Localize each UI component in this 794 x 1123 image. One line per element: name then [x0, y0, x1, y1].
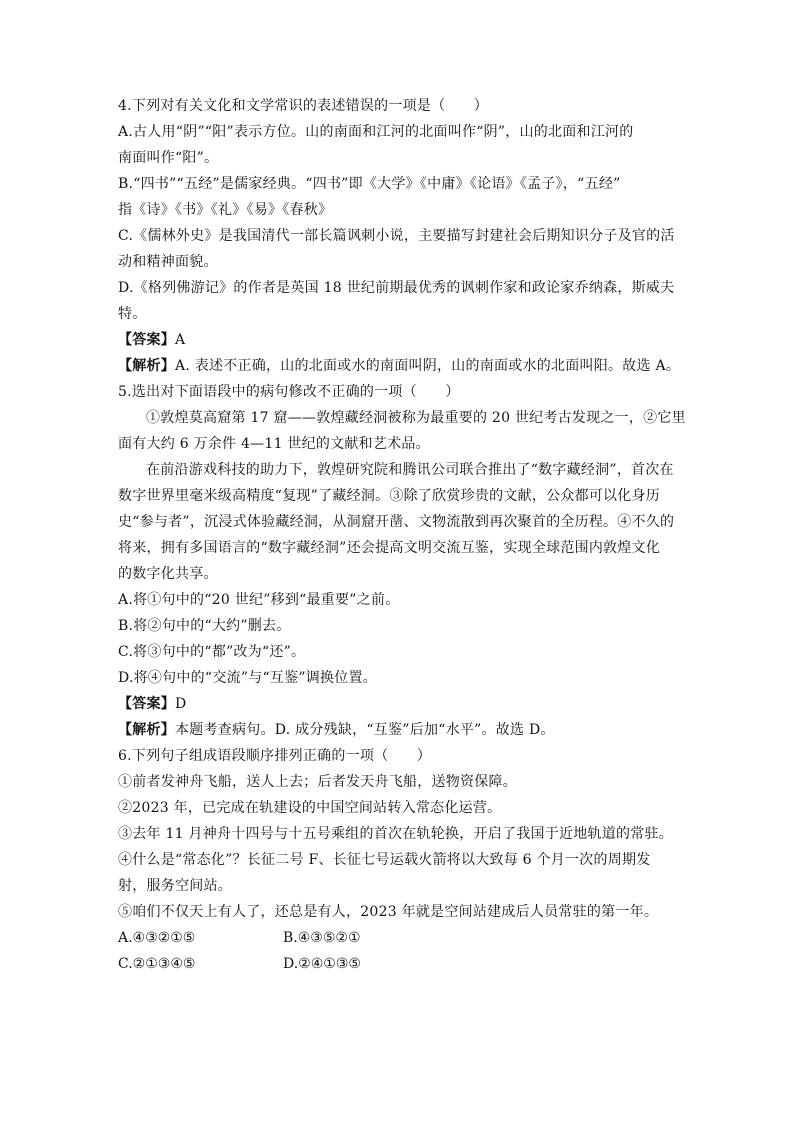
question-6	[118, 743, 678, 977]
q5-passage-line: ①敦煌莫高窟第 17 窟——敦煌藏经洞被称为最重要的 20 世纪考古发现之一，②它里	[146, 410, 686, 426]
page-content	[118, 93, 686, 977]
q5-passage-line: 将来，拥有多国语言的“数字藏经洞”还会提高文明交流互鉴，实现全球范围内敦煌文化	[118, 540, 661, 556]
answer-value: A	[175, 332, 186, 348]
q4-analysis	[118, 353, 681, 379]
analysis-text: A. 表述不正确，山的北面或水的南面叫阴，山的南面或水的北面叫阳。故选 A。	[175, 358, 681, 374]
q4-option-d: D.《格列佛游记》的作者是英国 18 世纪前期最优秀的讽刺作家和政论家乔纳森，斯威夫	[118, 280, 675, 296]
q5-passage-line: 在前沿游戏科技的助力下，敦煌研究院和腾讯公司联合推出了“数字藏经洞”，首次在	[146, 462, 674, 478]
answer-label: 【答案】	[118, 696, 175, 712]
q5-option-c: C.将③句中的“都”改为“还”。	[118, 644, 306, 660]
q6-title: 6.下列句子组成语段顺序排列正确的一项（ ）	[118, 748, 432, 764]
q5-passage-line: 面有大约 6 万余件 4—11 世纪的文献和艺术品。	[118, 436, 430, 452]
q6-item: ⑤咱们不仅天上有人了，还总是有人，2023 年就是空间站建成后人员常驻的第一年。	[118, 904, 659, 920]
question-4	[118, 93, 681, 379]
q6-item: ②2023 年，已完成在轨建设的中国空间站转入常态化运营。	[118, 800, 502, 816]
q4-option-c: C.《儒林外史》是我国清代一部长篇讽刺小说，主要描写封建社会后期知识分子及官的活	[118, 228, 675, 244]
q4-option-c-cont: 动和精神面貌。	[118, 254, 218, 270]
q5-analysis	[118, 717, 678, 743]
q6-item: ③去年 11 月神舟十四号与十五号乘组的首次在轨轮换，开启了我国于近地轨道的常驻。	[118, 826, 673, 842]
q4-option-b-cont: 指《诗》《书》《礼》《易》《春秋》	[118, 202, 333, 218]
q4-option-a-cont: 南面叫作“阳”。	[118, 150, 219, 166]
q5-answer	[118, 691, 678, 717]
q5-option-b: B.将②句中的“大约”删去。	[118, 618, 291, 634]
q6-options-row-2	[118, 951, 678, 977]
q4-option-a: A.古人用“阴”“阳”表示方位。山的南面和江河的北面叫作“阴”，山的北面和江河的	[118, 124, 634, 140]
analysis-text: 本题考查病句。D. 成分残缺，“互鉴”后加“水平”。故选 D。	[175, 722, 555, 738]
answer-value: D	[175, 696, 187, 712]
q4-title: 4.下列对有关文化和文学常识的表述错误的一项是（ ）	[118, 98, 489, 114]
answer-label: 【答案】	[118, 332, 175, 348]
analysis-label: 【解析】	[118, 722, 175, 738]
q4-option-b: B.“四书”“五经”是儒家经典。“四书”即《大学》《中庸》《论语》《孟子》，“五经”	[118, 176, 621, 192]
q6-item: ①前者发神舟飞船，送人上去；后者发天舟飞船，送物资保障。	[118, 774, 517, 790]
q6-item: ④什么是“常态化”？长征二号 F、长征七号运载火箭将以大致每 6 个月一次的周期发	[118, 852, 651, 868]
q4-answer	[118, 327, 678, 353]
q6-item-cont: 射，服务空间站。	[118, 878, 232, 894]
q5-passage-line: 史“参与者”，沉浸式体验藏经洞，从洞窟开凿、文物流散到再次聚首的全历程。④不久的	[118, 514, 675, 530]
q5-passage-line: 数字世界里毫米级高精度“复现”了藏经洞。③除了欣赏珍贵的文献，公众都可以化身历	[118, 488, 661, 504]
q6-option-b: B.④③⑤②①	[283, 930, 361, 946]
q6-option-a: A.④③②①⑤	[118, 930, 196, 946]
q6-option-d: D.②④①③⑤	[283, 956, 361, 972]
q4-option-d-cont: 特。	[118, 306, 147, 322]
q5-option-a: A.将①句中的“20 世纪”移到“最重要”之前。	[118, 592, 400, 608]
q5-passage-line: 的数字化共享。	[118, 566, 218, 582]
q6-options-row-1	[118, 925, 678, 951]
q5-option-d: D.将④句中的“交流”与“互鉴”调换位置。	[118, 670, 378, 686]
analysis-label: 【解析】	[118, 358, 175, 374]
q6-option-c: C.②①③④⑤	[118, 956, 196, 972]
q5-title: 5.选出对下面语段中的病句修改不正确的一项（ ）	[118, 384, 460, 400]
question-5	[118, 379, 686, 743]
